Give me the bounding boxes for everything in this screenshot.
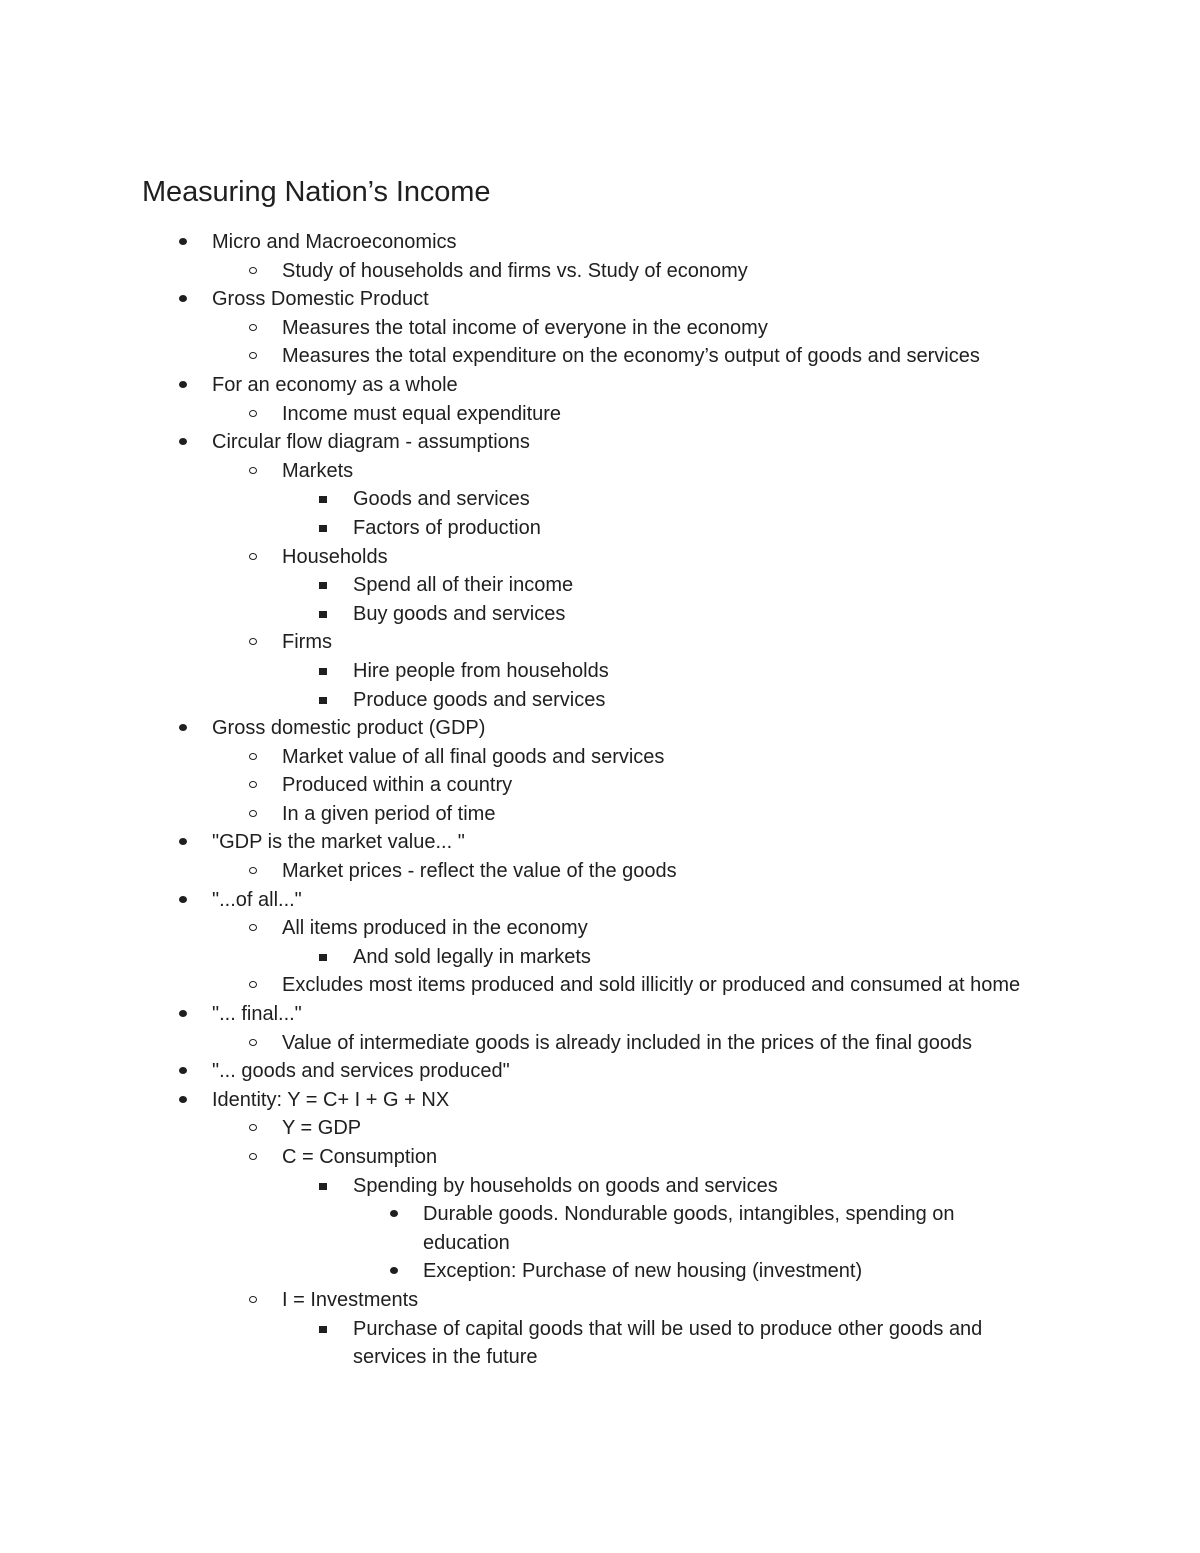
list-item-text: Value of intermediate goods is already included in the prices of the final goods bbox=[282, 1031, 973, 1054]
list-item bbox=[212, 886, 1032, 915]
bullet-square-icon bbox=[319, 1326, 327, 1333]
bullet-circle-icon bbox=[249, 267, 257, 274]
list-item bbox=[423, 1200, 1038, 1257]
list-item-text: Gross Domestic Product bbox=[212, 288, 429, 311]
list-item bbox=[212, 428, 1032, 457]
bullet-disc-icon bbox=[179, 896, 187, 903]
list-item-text: Spend all of their income bbox=[353, 574, 574, 597]
list-item-text: Measures the total expenditure on the economy’s output of goods and services bbox=[282, 345, 980, 368]
list-item-text: Identity: Y = C+ I + G + NX bbox=[212, 1088, 450, 1111]
list-item bbox=[212, 1086, 1032, 1115]
bullet-disc-icon bbox=[179, 1010, 187, 1017]
list-item bbox=[353, 1315, 1038, 1372]
bullet-circle-icon bbox=[249, 553, 257, 560]
list-item bbox=[353, 571, 1038, 600]
list-item-text: Hire people from households bbox=[353, 659, 609, 682]
bullet-circle-icon bbox=[249, 410, 257, 417]
bullet-disc-icon bbox=[179, 295, 187, 302]
list-item bbox=[212, 828, 1032, 857]
list-item bbox=[282, 857, 1032, 886]
bullet-square-icon bbox=[319, 697, 327, 704]
list-item bbox=[212, 1057, 1032, 1086]
list-item-text: Goods and services bbox=[353, 488, 530, 511]
list-item-text: Firms bbox=[282, 631, 332, 654]
list-item bbox=[353, 943, 1038, 972]
bullet-disc-icon bbox=[179, 724, 187, 731]
list-item-text: For an economy as a whole bbox=[212, 373, 458, 396]
list-item bbox=[353, 514, 1038, 543]
bullet-circle-icon bbox=[249, 638, 257, 645]
list-item-text: In a given period of time bbox=[282, 802, 496, 825]
bullet-square-icon bbox=[319, 1183, 327, 1190]
list-item bbox=[282, 457, 1032, 486]
list-item-text: Durable goods. Nondurable goods, intangibles, spending on education bbox=[423, 1203, 955, 1254]
bullet-circle-icon bbox=[249, 1039, 257, 1046]
list-item bbox=[282, 1114, 1032, 1143]
list-item bbox=[282, 314, 1032, 343]
list-item-text: Market value of all final goods and services bbox=[282, 745, 665, 768]
list-item bbox=[282, 1286, 1032, 1315]
list-item-text: Excludes most items produced and sold illicitly or produced and consumed at home bbox=[282, 974, 1021, 997]
list-item bbox=[212, 285, 1032, 314]
list-item bbox=[212, 714, 1032, 743]
bullet-disc-icon bbox=[179, 381, 187, 388]
list-item bbox=[282, 914, 1032, 943]
list-item-text: "... final..." bbox=[212, 1003, 302, 1026]
list-item bbox=[353, 485, 1038, 514]
bullet-circle-icon bbox=[249, 753, 257, 760]
list-item-text: Gross domestic product (GDP) bbox=[212, 717, 486, 740]
bullet-disc-icon bbox=[179, 1096, 187, 1103]
bullet-disc-icon bbox=[179, 1067, 187, 1074]
list-item-text: Income must equal expenditure bbox=[282, 402, 562, 425]
bullet-circle-icon bbox=[249, 781, 257, 788]
list-item-text: "GDP is the market value... " bbox=[212, 831, 465, 854]
list-item-text: Purchase of capital goods that will be used to produce other goods and services in the future bbox=[353, 1317, 983, 1369]
list-item bbox=[282, 971, 1032, 1000]
bullet-disc-icon bbox=[179, 438, 187, 445]
list-item bbox=[353, 686, 1038, 715]
bullet-circle-icon bbox=[249, 981, 257, 988]
list-item bbox=[282, 543, 1032, 572]
bullet-square-icon bbox=[319, 611, 327, 618]
bullet-square-icon bbox=[319, 525, 327, 532]
list-item bbox=[212, 371, 1032, 400]
list-item-text: Markets bbox=[282, 459, 354, 482]
bullet-square-icon bbox=[319, 496, 327, 503]
list-item-text: Y = GDP bbox=[282, 1117, 362, 1140]
list-item-text: C = Consumption bbox=[282, 1146, 438, 1168]
list-item-text: Produce goods and services bbox=[353, 688, 606, 711]
list-item-text: Circular flow diagram - assumptions bbox=[212, 431, 530, 454]
bullet-square-icon bbox=[319, 668, 327, 675]
list-item-text: "... goods and services produced" bbox=[212, 1060, 510, 1083]
list-item bbox=[353, 657, 1038, 686]
list-item bbox=[282, 1029, 1032, 1058]
list-item-text: I = Investments bbox=[282, 1288, 419, 1311]
list-item bbox=[282, 771, 1032, 800]
list-item-text: And sold legally in markets bbox=[353, 945, 591, 968]
bullet-square-icon bbox=[319, 954, 327, 961]
list-item bbox=[282, 257, 1032, 286]
list-item bbox=[353, 1172, 1038, 1201]
bullet-circle-icon bbox=[249, 467, 257, 474]
bullet-disc-icon bbox=[390, 1267, 398, 1274]
bullet-circle-icon bbox=[249, 810, 257, 817]
list-item bbox=[282, 800, 1032, 829]
outline-list bbox=[0, 228, 1200, 1372]
list-item bbox=[282, 342, 1032, 371]
list-item-text: Produced within a country bbox=[282, 774, 513, 797]
page-title: Measuring Nation’s Income bbox=[142, 176, 491, 208]
bullet-circle-icon bbox=[249, 924, 257, 931]
bullet-disc-icon bbox=[179, 838, 187, 845]
list-item bbox=[282, 1143, 1032, 1172]
bullet-circle-icon bbox=[249, 324, 257, 331]
bullet-disc-icon bbox=[390, 1210, 398, 1217]
list-item-text: Exception: Purchase of new housing (investment) bbox=[423, 1260, 863, 1283]
list-item-text: "...of all..." bbox=[212, 888, 302, 911]
list-item-text: Market prices - reflect the value of the goods bbox=[282, 860, 677, 883]
list-item-text: Study of households and firms vs. Study of economy bbox=[282, 259, 748, 282]
bullet-circle-icon bbox=[249, 1153, 257, 1160]
list-item bbox=[282, 400, 1032, 429]
list-item-text: Spending by households on goods and services bbox=[353, 1174, 778, 1197]
bullet-circle-icon bbox=[249, 352, 257, 359]
list-item bbox=[282, 743, 1032, 772]
list-item-text: Measures the total income of everyone in the economy bbox=[282, 316, 768, 339]
list-item bbox=[212, 228, 1032, 257]
bullet-disc-icon bbox=[179, 238, 187, 245]
bullet-square-icon bbox=[319, 582, 327, 589]
list-item-text: Micro and Macroeconomics bbox=[212, 231, 457, 253]
bullet-circle-icon bbox=[249, 1124, 257, 1131]
list-item bbox=[282, 628, 1032, 657]
list-item-text: Households bbox=[282, 545, 388, 568]
list-item-text: All items produced in the economy bbox=[282, 917, 588, 940]
list-item bbox=[353, 600, 1038, 629]
bullet-circle-icon bbox=[249, 867, 257, 874]
list-item bbox=[423, 1257, 1038, 1286]
bullet-circle-icon bbox=[249, 1296, 257, 1303]
list-item bbox=[212, 1000, 1032, 1029]
list-item-text: Factors of production bbox=[353, 516, 541, 539]
list-item-text: Buy goods and services bbox=[353, 602, 566, 625]
